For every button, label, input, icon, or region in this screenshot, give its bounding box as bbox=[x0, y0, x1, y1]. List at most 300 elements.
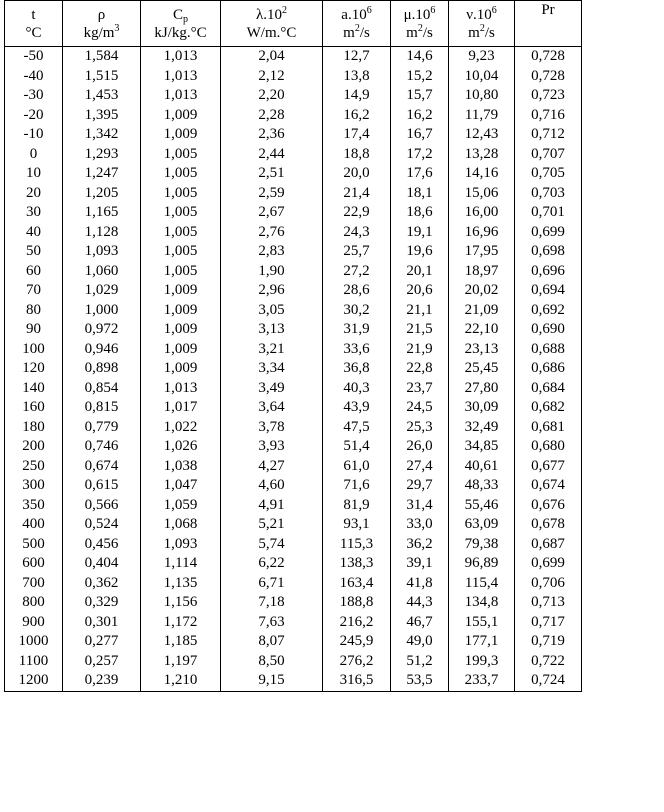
cell-thermal-diffusivity: 12,7 bbox=[323, 47, 391, 67]
cell-prandtl: 0,703 bbox=[515, 184, 582, 204]
cell-temperature: 350 bbox=[5, 496, 63, 516]
cell-thermal-conductivity: 2,96 bbox=[221, 281, 323, 301]
cell-temperature: 120 bbox=[5, 359, 63, 379]
cell-dynamic-viscosity: 15,2 bbox=[391, 67, 449, 87]
cell-prandtl: 0,678 bbox=[515, 515, 582, 535]
cell-thermal-conductivity: 7,18 bbox=[221, 593, 323, 613]
cell-thermal-conductivity: 8,07 bbox=[221, 632, 323, 652]
cell-dynamic-viscosity: 26,0 bbox=[391, 437, 449, 457]
cell-thermal-diffusivity: 20,0 bbox=[323, 164, 391, 184]
cell-thermal-conductivity: 2,12 bbox=[221, 67, 323, 87]
cell-kinematic-viscosity: 25,45 bbox=[449, 359, 515, 379]
cell-prandtl: 0,706 bbox=[515, 574, 582, 594]
cell-density: 0,674 bbox=[63, 457, 141, 477]
header-dynamic-viscosity-unit-line bbox=[391, 24, 448, 42]
cell-prandtl: 0,728 bbox=[515, 67, 582, 87]
cell-thermal-diffusivity: 138,3 bbox=[323, 554, 391, 574]
table-row bbox=[5, 125, 582, 145]
cell-temperature: -30 bbox=[5, 86, 63, 106]
table-row bbox=[5, 223, 582, 243]
header-temperature bbox=[5, 1, 63, 47]
header-thermal-diffusivity bbox=[323, 1, 391, 47]
cell-dynamic-viscosity: 20,1 bbox=[391, 262, 449, 282]
cell-specific-heat: 1,156 bbox=[141, 593, 221, 613]
cell-prandtl: 0,724 bbox=[515, 671, 582, 691]
cell-specific-heat: 1,005 bbox=[141, 184, 221, 204]
cell-thermal-diffusivity: 21,4 bbox=[323, 184, 391, 204]
cell-prandtl: 0,713 bbox=[515, 593, 582, 613]
table-row bbox=[5, 398, 582, 418]
cell-thermal-diffusivity: 31,9 bbox=[323, 320, 391, 340]
cell-density: 1,453 bbox=[63, 86, 141, 106]
cell-specific-heat: 1,013 bbox=[141, 86, 221, 106]
cell-kinematic-viscosity: 11,79 bbox=[449, 106, 515, 126]
cell-specific-heat: 1,005 bbox=[141, 223, 221, 243]
cell-dynamic-viscosity: 23,7 bbox=[391, 379, 449, 399]
cell-density: 1,584 bbox=[63, 47, 141, 67]
cell-specific-heat: 1,013 bbox=[141, 379, 221, 399]
cell-temperature: 1100 bbox=[5, 652, 63, 672]
table-row bbox=[5, 184, 582, 204]
cell-temperature: 30 bbox=[5, 203, 63, 223]
cell-density: 1,395 bbox=[63, 106, 141, 126]
cell-specific-heat: 1,135 bbox=[141, 574, 221, 594]
cell-prandtl: 0,688 bbox=[515, 340, 582, 360]
header-specific-heat bbox=[141, 1, 221, 47]
cell-thermal-conductivity: 4,60 bbox=[221, 476, 323, 496]
cell-dynamic-viscosity: 51,2 bbox=[391, 652, 449, 672]
cell-density: 0,239 bbox=[63, 671, 141, 691]
cell-kinematic-viscosity: 21,09 bbox=[449, 301, 515, 321]
cell-thermal-diffusivity: 188,8 bbox=[323, 593, 391, 613]
cell-prandtl: 0,674 bbox=[515, 476, 582, 496]
header-dynamic-viscosity-exponent: 6 bbox=[430, 4, 436, 16]
cell-kinematic-viscosity: 155,1 bbox=[449, 613, 515, 633]
cell-dynamic-viscosity: 21,9 bbox=[391, 340, 449, 360]
table-row bbox=[5, 320, 582, 340]
cell-kinematic-viscosity: 79,38 bbox=[449, 535, 515, 555]
cell-specific-heat: 1,005 bbox=[141, 164, 221, 184]
table-header bbox=[5, 1, 582, 47]
cell-density: 1,293 bbox=[63, 145, 141, 165]
header-kinematic-viscosity-unit-line bbox=[449, 24, 514, 42]
cell-temperature: 600 bbox=[5, 554, 63, 574]
cell-density: 0,898 bbox=[63, 359, 141, 379]
cell-specific-heat: 1,038 bbox=[141, 457, 221, 477]
cell-thermal-diffusivity: 25,7 bbox=[323, 242, 391, 262]
table-row bbox=[5, 496, 582, 516]
cell-kinematic-viscosity: 9,23 bbox=[449, 47, 515, 67]
cell-temperature: 40 bbox=[5, 223, 63, 243]
cell-thermal-conductivity: 3,05 bbox=[221, 301, 323, 321]
cell-thermal-conductivity: 7,63 bbox=[221, 613, 323, 633]
table-row bbox=[5, 340, 582, 360]
cell-dynamic-viscosity: 49,0 bbox=[391, 632, 449, 652]
cell-specific-heat: 1,197 bbox=[141, 652, 221, 672]
table-row bbox=[5, 262, 582, 282]
header-dynamic-viscosity-unit-tail: /s bbox=[422, 24, 433, 41]
table-row bbox=[5, 632, 582, 652]
table-row bbox=[5, 301, 582, 321]
cell-prandtl: 0,686 bbox=[515, 359, 582, 379]
cell-thermal-diffusivity: 71,6 bbox=[323, 476, 391, 496]
cell-dynamic-viscosity: 18,6 bbox=[391, 203, 449, 223]
header-kinematic-viscosity bbox=[449, 1, 515, 47]
table-row bbox=[5, 671, 582, 691]
cell-kinematic-viscosity: 20,02 bbox=[449, 281, 515, 301]
cell-thermal-diffusivity: 17,4 bbox=[323, 125, 391, 145]
cell-thermal-conductivity: 3,13 bbox=[221, 320, 323, 340]
cell-thermal-diffusivity: 245,9 bbox=[323, 632, 391, 652]
cell-dynamic-viscosity: 19,1 bbox=[391, 223, 449, 243]
header-thermal-diffusivity-unit-tail: /s bbox=[359, 24, 370, 41]
cell-dynamic-viscosity: 31,4 bbox=[391, 496, 449, 516]
header-kinematic-viscosity-unit-exponent: 2 bbox=[479, 22, 485, 34]
table-row bbox=[5, 418, 582, 438]
cell-kinematic-viscosity: 12,43 bbox=[449, 125, 515, 145]
cell-specific-heat: 1,005 bbox=[141, 203, 221, 223]
cell-prandtl: 0,728 bbox=[515, 47, 582, 67]
cell-prandtl: 0,699 bbox=[515, 223, 582, 243]
cell-prandtl: 0,705 bbox=[515, 164, 582, 184]
cell-kinematic-viscosity: 23,13 bbox=[449, 340, 515, 360]
cell-thermal-diffusivity: 36,8 bbox=[323, 359, 391, 379]
cell-dynamic-viscosity: 18,1 bbox=[391, 184, 449, 204]
cell-density: 0,524 bbox=[63, 515, 141, 535]
header-density-unit: kg/m bbox=[83, 24, 115, 41]
header-thermal-conductivity bbox=[221, 1, 323, 47]
table-row bbox=[5, 437, 582, 457]
cell-thermal-conductivity: 3,93 bbox=[221, 437, 323, 457]
header-kinematic-viscosity-exponent: 6 bbox=[491, 4, 497, 16]
header-kinematic-viscosity-symbol: ν.10 bbox=[466, 6, 492, 23]
cell-thermal-diffusivity: 27,2 bbox=[323, 262, 391, 282]
cell-density: 1,247 bbox=[63, 164, 141, 184]
cell-dynamic-viscosity: 16,7 bbox=[391, 125, 449, 145]
table-row bbox=[5, 476, 582, 496]
cell-specific-heat: 1,114 bbox=[141, 554, 221, 574]
cell-temperature: 1000 bbox=[5, 632, 63, 652]
cell-kinematic-viscosity: 55,46 bbox=[449, 496, 515, 516]
cell-prandtl: 0,676 bbox=[515, 496, 582, 516]
header-specific-heat-symbol: C bbox=[172, 6, 183, 23]
table-row bbox=[5, 515, 582, 535]
cell-temperature: 140 bbox=[5, 379, 63, 399]
cell-temperature: 500 bbox=[5, 535, 63, 555]
cell-kinematic-viscosity: 134,8 bbox=[449, 593, 515, 613]
cell-thermal-diffusivity: 14,9 bbox=[323, 86, 391, 106]
cell-thermal-diffusivity: 33,6 bbox=[323, 340, 391, 360]
cell-density: 0,972 bbox=[63, 320, 141, 340]
cell-kinematic-viscosity: 13,28 bbox=[449, 145, 515, 165]
cell-kinematic-viscosity: 96,89 bbox=[449, 554, 515, 574]
cell-thermal-diffusivity: 18,8 bbox=[323, 145, 391, 165]
cell-dynamic-viscosity: 36,2 bbox=[391, 535, 449, 555]
cell-prandtl: 0,707 bbox=[515, 145, 582, 165]
cell-density: 0,946 bbox=[63, 340, 141, 360]
header-thermal-conductivity-unit: W/m.°C bbox=[246, 24, 297, 41]
cell-kinematic-viscosity: 34,85 bbox=[449, 437, 515, 457]
cell-kinematic-viscosity: 115,4 bbox=[449, 574, 515, 594]
cell-kinematic-viscosity: 40,61 bbox=[449, 457, 515, 477]
cell-prandtl: 0,722 bbox=[515, 652, 582, 672]
cell-temperature: 1200 bbox=[5, 671, 63, 691]
header-dynamic-viscosity-symbol: μ.10 bbox=[403, 6, 431, 23]
table-row bbox=[5, 652, 582, 672]
table-row bbox=[5, 47, 582, 67]
cell-dynamic-viscosity: 15,7 bbox=[391, 86, 449, 106]
header-thermal-conductivity-symbol-line bbox=[221, 6, 322, 24]
cell-specific-heat: 1,026 bbox=[141, 437, 221, 457]
cell-thermal-conductivity: 2,28 bbox=[221, 106, 323, 126]
cell-temperature: 300 bbox=[5, 476, 63, 496]
header-density-unit-exponent: 3 bbox=[114, 22, 120, 34]
cell-density: 0,456 bbox=[63, 535, 141, 555]
cell-thermal-conductivity: 8,50 bbox=[221, 652, 323, 672]
cell-thermal-conductivity: 6,71 bbox=[221, 574, 323, 594]
cell-thermal-diffusivity: 22,9 bbox=[323, 203, 391, 223]
table-row bbox=[5, 281, 582, 301]
cell-prandtl: 0,698 bbox=[515, 242, 582, 262]
cell-thermal-conductivity: 2,67 bbox=[221, 203, 323, 223]
cell-thermal-diffusivity: 61,0 bbox=[323, 457, 391, 477]
cell-prandtl: 0,684 bbox=[515, 379, 582, 399]
cell-thermal-conductivity: 2,83 bbox=[221, 242, 323, 262]
table-row bbox=[5, 574, 582, 594]
cell-density: 0,746 bbox=[63, 437, 141, 457]
cell-dynamic-viscosity: 21,1 bbox=[391, 301, 449, 321]
cell-prandtl: 0,719 bbox=[515, 632, 582, 652]
header-kinematic-viscosity-unit: m bbox=[468, 24, 480, 41]
cell-thermal-conductivity: 1,90 bbox=[221, 262, 323, 282]
header-thermal-diffusivity-exponent: 6 bbox=[366, 4, 372, 16]
cell-thermal-conductivity: 3,49 bbox=[221, 379, 323, 399]
cell-kinematic-viscosity: 177,1 bbox=[449, 632, 515, 652]
table-body bbox=[5, 47, 582, 692]
cell-thermal-diffusivity: 216,2 bbox=[323, 613, 391, 633]
cell-temperature: 70 bbox=[5, 281, 63, 301]
cell-thermal-conductivity: 3,21 bbox=[221, 340, 323, 360]
cell-prandtl: 0,696 bbox=[515, 262, 582, 282]
cell-temperature: 900 bbox=[5, 613, 63, 633]
cell-density: 0,362 bbox=[63, 574, 141, 594]
table-row bbox=[5, 145, 582, 165]
cell-specific-heat: 1,005 bbox=[141, 145, 221, 165]
cell-specific-heat: 1,009 bbox=[141, 340, 221, 360]
cell-dynamic-viscosity: 27,4 bbox=[391, 457, 449, 477]
cell-temperature: 50 bbox=[5, 242, 63, 262]
cell-dynamic-viscosity: 17,2 bbox=[391, 145, 449, 165]
cell-specific-heat: 1,009 bbox=[141, 106, 221, 126]
cell-thermal-diffusivity: 40,3 bbox=[323, 379, 391, 399]
cell-density: 0,615 bbox=[63, 476, 141, 496]
cell-thermal-diffusivity: 115,3 bbox=[323, 535, 391, 555]
cell-temperature: 400 bbox=[5, 515, 63, 535]
cell-temperature: -50 bbox=[5, 47, 63, 67]
cell-specific-heat: 1,013 bbox=[141, 67, 221, 87]
cell-thermal-diffusivity: 93,1 bbox=[323, 515, 391, 535]
cell-prandtl: 0,682 bbox=[515, 398, 582, 418]
table-row bbox=[5, 359, 582, 379]
cell-dynamic-viscosity: 20,6 bbox=[391, 281, 449, 301]
table-row bbox=[5, 86, 582, 106]
header-temperature-symbol: t bbox=[31, 6, 36, 23]
cell-temperature: 700 bbox=[5, 574, 63, 594]
cell-prandtl: 0,677 bbox=[515, 457, 582, 477]
cell-thermal-diffusivity: 316,5 bbox=[323, 671, 391, 691]
cell-temperature: 200 bbox=[5, 437, 63, 457]
cell-kinematic-viscosity: 16,96 bbox=[449, 223, 515, 243]
cell-temperature: -10 bbox=[5, 125, 63, 145]
cell-specific-heat: 1,009 bbox=[141, 320, 221, 340]
header-density-unit-line bbox=[63, 24, 140, 42]
cell-prandtl: 0,701 bbox=[515, 203, 582, 223]
cell-dynamic-viscosity: 41,8 bbox=[391, 574, 449, 594]
header-density bbox=[63, 1, 141, 47]
table-row bbox=[5, 203, 582, 223]
cell-thermal-conductivity: 5,74 bbox=[221, 535, 323, 555]
table-row bbox=[5, 242, 582, 262]
cell-temperature: -40 bbox=[5, 67, 63, 87]
cell-dynamic-viscosity: 22,8 bbox=[391, 359, 449, 379]
cell-specific-heat: 1,005 bbox=[141, 262, 221, 282]
cell-kinematic-viscosity: 14,16 bbox=[449, 164, 515, 184]
header-specific-heat-subscript: p bbox=[183, 13, 188, 25]
cell-temperature: 180 bbox=[5, 418, 63, 438]
cell-specific-heat: 1,210 bbox=[141, 671, 221, 691]
table-row bbox=[5, 379, 582, 399]
cell-density: 0,815 bbox=[63, 398, 141, 418]
cell-density: 1,515 bbox=[63, 67, 141, 87]
header-density-symbol: ρ bbox=[97, 6, 106, 23]
cell-thermal-diffusivity: 16,2 bbox=[323, 106, 391, 126]
cell-prandtl: 0,716 bbox=[515, 106, 582, 126]
cell-specific-heat: 1,005 bbox=[141, 242, 221, 262]
cell-thermal-diffusivity: 163,4 bbox=[323, 574, 391, 594]
cell-density: 0,277 bbox=[63, 632, 141, 652]
cell-thermal-conductivity: 2,76 bbox=[221, 223, 323, 243]
cell-kinematic-viscosity: 22,10 bbox=[449, 320, 515, 340]
cell-kinematic-viscosity: 10,80 bbox=[449, 86, 515, 106]
cell-specific-heat: 1,009 bbox=[141, 281, 221, 301]
header-dynamic-viscosity-unit: m bbox=[406, 24, 418, 41]
cell-thermal-conductivity: 2,59 bbox=[221, 184, 323, 204]
cell-prandtl: 0,687 bbox=[515, 535, 582, 555]
cell-temperature: 20 bbox=[5, 184, 63, 204]
cell-dynamic-viscosity: 29,7 bbox=[391, 476, 449, 496]
cell-kinematic-viscosity: 10,04 bbox=[449, 67, 515, 87]
header-specific-heat-symbol-line bbox=[141, 6, 220, 24]
header-specific-heat-unit: kJ/kg.°C bbox=[154, 24, 207, 41]
cell-specific-heat: 1,093 bbox=[141, 535, 221, 555]
cell-temperature: 800 bbox=[5, 593, 63, 613]
cell-dynamic-viscosity: 14,6 bbox=[391, 47, 449, 67]
cell-thermal-diffusivity: 47,5 bbox=[323, 418, 391, 438]
cell-density: 0,566 bbox=[63, 496, 141, 516]
table-row bbox=[5, 457, 582, 477]
cell-thermal-diffusivity: 81,9 bbox=[323, 496, 391, 516]
cell-specific-heat: 1,013 bbox=[141, 47, 221, 67]
cell-kinematic-viscosity: 18,97 bbox=[449, 262, 515, 282]
cell-specific-heat: 1,185 bbox=[141, 632, 221, 652]
cell-thermal-conductivity: 9,15 bbox=[221, 671, 323, 691]
cell-thermal-conductivity: 2,36 bbox=[221, 125, 323, 145]
cell-thermal-conductivity: 6,22 bbox=[221, 554, 323, 574]
table-row bbox=[5, 164, 582, 184]
header-thermal-diffusivity-unit-line bbox=[323, 24, 390, 42]
cell-density: 0,301 bbox=[63, 613, 141, 633]
cell-thermal-diffusivity: 276,2 bbox=[323, 652, 391, 672]
cell-kinematic-viscosity: 15,06 bbox=[449, 184, 515, 204]
table-row bbox=[5, 535, 582, 555]
cell-temperature: 10 bbox=[5, 164, 63, 184]
table-row bbox=[5, 554, 582, 574]
cell-density: 0,257 bbox=[63, 652, 141, 672]
cell-thermal-conductivity: 2,44 bbox=[221, 145, 323, 165]
cell-thermal-conductivity: 3,64 bbox=[221, 398, 323, 418]
cell-thermal-conductivity: 3,34 bbox=[221, 359, 323, 379]
cell-dynamic-viscosity: 33,0 bbox=[391, 515, 449, 535]
cell-dynamic-viscosity: 46,7 bbox=[391, 613, 449, 633]
cell-density: 1,060 bbox=[63, 262, 141, 282]
header-thermal-diffusivity-unit: m bbox=[343, 24, 355, 41]
table-row bbox=[5, 613, 582, 633]
header-kinematic-viscosity-unit-tail: /s bbox=[484, 24, 495, 41]
cell-temperature: 160 bbox=[5, 398, 63, 418]
cell-kinematic-viscosity: 233,7 bbox=[449, 671, 515, 691]
cell-temperature: 250 bbox=[5, 457, 63, 477]
cell-kinematic-viscosity: 30,09 bbox=[449, 398, 515, 418]
cell-kinematic-viscosity: 32,49 bbox=[449, 418, 515, 438]
header-dynamic-viscosity bbox=[391, 1, 449, 47]
cell-kinematic-viscosity: 48,33 bbox=[449, 476, 515, 496]
cell-dynamic-viscosity: 24,5 bbox=[391, 398, 449, 418]
header-thermal-conductivity-symbol: λ.10 bbox=[255, 6, 283, 23]
cell-thermal-diffusivity: 24,3 bbox=[323, 223, 391, 243]
cell-temperature: -20 bbox=[5, 106, 63, 126]
cell-specific-heat: 1,022 bbox=[141, 418, 221, 438]
header-row bbox=[5, 1, 582, 47]
cell-thermal-diffusivity: 43,9 bbox=[323, 398, 391, 418]
cell-thermal-conductivity: 2,20 bbox=[221, 86, 323, 106]
cell-thermal-conductivity: 4,27 bbox=[221, 457, 323, 477]
header-prandtl bbox=[515, 1, 582, 47]
cell-prandtl: 0,692 bbox=[515, 301, 582, 321]
cell-dynamic-viscosity: 17,6 bbox=[391, 164, 449, 184]
cell-specific-heat: 1,172 bbox=[141, 613, 221, 633]
cell-thermal-conductivity: 3,78 bbox=[221, 418, 323, 438]
cell-specific-heat: 1,009 bbox=[141, 301, 221, 321]
cell-density: 1,029 bbox=[63, 281, 141, 301]
cell-density: 1,165 bbox=[63, 203, 141, 223]
cell-thermal-diffusivity: 30,2 bbox=[323, 301, 391, 321]
cell-prandtl: 0,690 bbox=[515, 320, 582, 340]
cell-kinematic-viscosity: 17,95 bbox=[449, 242, 515, 262]
cell-dynamic-viscosity: 25,3 bbox=[391, 418, 449, 438]
cell-thermal-conductivity: 4,91 bbox=[221, 496, 323, 516]
cell-prandtl: 0,699 bbox=[515, 554, 582, 574]
cell-thermal-conductivity: 2,51 bbox=[221, 164, 323, 184]
cell-thermal-conductivity: 2,04 bbox=[221, 47, 323, 67]
cell-temperature: 100 bbox=[5, 340, 63, 360]
cell-dynamic-viscosity: 39,1 bbox=[391, 554, 449, 574]
header-prandtl-symbol: Pr bbox=[541, 2, 555, 18]
cell-dynamic-viscosity: 44,3 bbox=[391, 593, 449, 613]
cell-prandtl: 0,680 bbox=[515, 437, 582, 457]
table-row bbox=[5, 593, 582, 613]
header-temperature-unit: °C bbox=[25, 24, 42, 41]
cell-kinematic-viscosity: 16,00 bbox=[449, 203, 515, 223]
